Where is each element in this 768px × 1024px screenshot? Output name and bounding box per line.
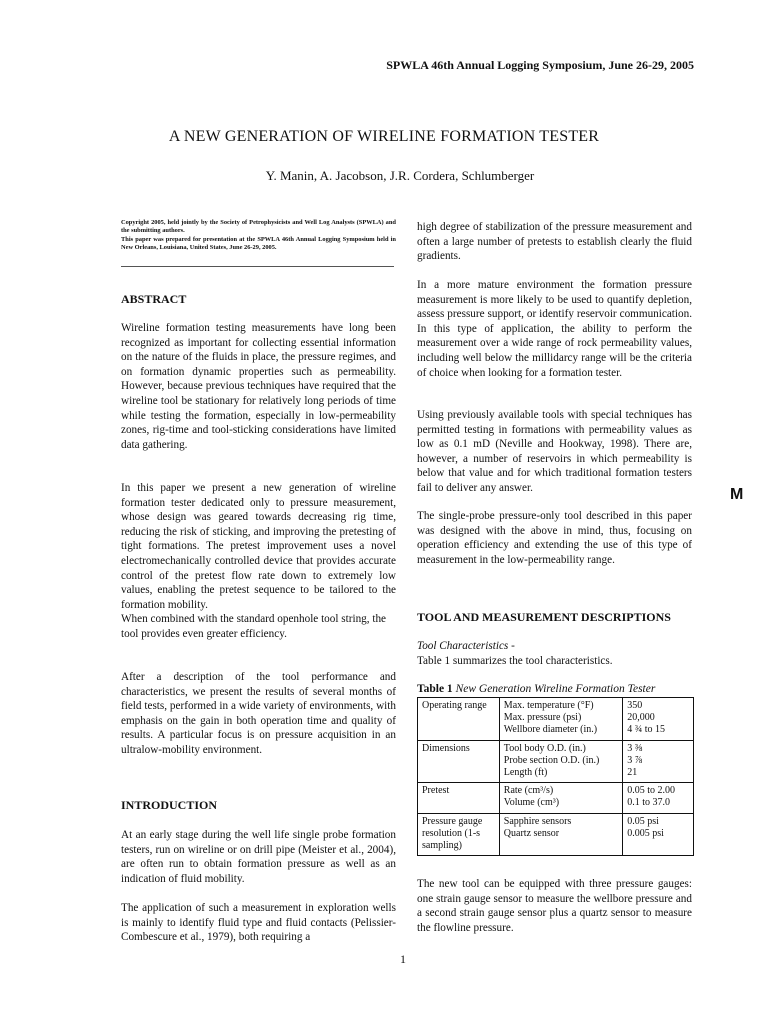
table-cell-params: Sapphire sensors Quartz sensor xyxy=(499,813,622,856)
copyright-divider xyxy=(121,266,394,267)
table-label: Table 1 xyxy=(417,683,453,695)
introduction-heading-block xyxy=(121,798,396,813)
paragraph: In a more mature environment the formation pressure measurement is more likely to be used to quantify depletion, assess pressure support, or identify reservoir communication. In this type of application, the ability to perform the measurement over a wide range of rock permeability values, including well below the millidarcy range will be the criteria of choice when looking for a formation tester. xyxy=(417,279,692,379)
table-cell-cat: Operating range xyxy=(418,698,500,741)
table-cell-params: Max. temperature (°F) Max. pressure (psi) Wellbore diameter (in.) xyxy=(499,698,622,741)
abstract-p2 xyxy=(121,481,396,642)
paragraph: In this paper we present a new generation of wireline formation tester dedicated only to pressure measurement, whose design was geared towards decreasing rig time, reducing the risk of sticking, and improving the pretesting of tight formations. The pretest improvement uses a novel electromechanically controlled device that provides accurate control of the pretest flow rate down to extremely low values, enabling the pretest sequence to be tailored to the formation mobility. xyxy=(121,482,396,611)
table-cell-cat: Pressure gauge resolution (1-s sampling) xyxy=(418,813,500,856)
copyright-line: Copyright 2005, held jointly by the Society of Petrophysicists and Well Log Analysts (SPWLA) and the submitting authors. xyxy=(121,219,396,235)
right-p1 xyxy=(417,220,692,264)
page-number: 1 xyxy=(400,952,406,966)
table-cell-values: 350 20,000 4 ¾ to 15 xyxy=(623,698,694,741)
table-cell-values: 0.05 to 2.00 0.1 to 37.0 xyxy=(623,783,694,813)
tool-characteristics-table xyxy=(417,697,694,856)
abstract-heading-block xyxy=(121,292,396,307)
table-cell-cat: Dimensions xyxy=(418,740,500,783)
authors-line: Y. Manin, A. Jacobson, J.R. Cordera, Schlumberger xyxy=(265,168,535,183)
tool-characteristics xyxy=(417,639,692,668)
right-p2 xyxy=(417,278,692,380)
paper-title: A NEW GENERATION OF WIRELINE FORMATION TESTER xyxy=(168,128,600,145)
tool-heading: TOOL AND MEASUREMENT DESCRIPTIONS xyxy=(417,610,671,624)
running-header: SPWLA 46th Annual Logging Symposium, June 26-29, 2005 xyxy=(386,58,694,72)
abstract-p1 xyxy=(121,321,396,452)
tool-heading-block xyxy=(417,610,707,625)
table-row xyxy=(418,698,694,741)
table-row xyxy=(418,783,694,813)
paragraph: The single-probe pressure-only tool described in this paper was designed with the above in mind, thus, focusing on operation efficiency and extending the use of this type of measurement in the low-permeability range. xyxy=(417,510,692,566)
presentation-line: This paper was prepared for presentation at the SPWLA 46th Annual Logging Symposium held in New Orleans, Louisiana, United States, June 26-29, 2005. xyxy=(121,235,396,252)
right-p4 xyxy=(417,509,692,567)
table-cell-values: 0.05 psi 0.005 psi xyxy=(623,813,694,856)
table-row xyxy=(418,740,694,783)
paragraph: Wireline formation testing measurements have long been recognized as important for collecting essential information on the nature of the fluids in place, the pressure regimes, and on formation dynamic properties such as permeability. However, because previous techniques have required that the wireline tool be stationary for relatively long periods of time while testing the formation, especially in low-permeability zones, rig-time and tool-sticking considerations have limited data gathering. xyxy=(121,322,396,451)
table-cell-cat: Pretest xyxy=(418,783,500,813)
table-caption xyxy=(417,683,717,695)
table-cell-params: Tool body O.D. (in.) Probe section O.D. (in.) Length (ft) xyxy=(499,740,622,783)
paragraph: After a description of the tool performance and characteristics, we present the results of several months of field tests, performed in a wide variety of environments, with emphasis on the gain in both operation time and quality of results. A particular focus is on pressure acquisition in an ultralow-mobility environment. xyxy=(121,671,396,756)
right-p3 xyxy=(417,408,692,496)
tool-subheading: Tool Characteristics - xyxy=(417,640,515,652)
after-table-paragraph xyxy=(417,877,692,935)
copyright-notice xyxy=(121,219,396,253)
paragraph: Using previously available tools with special techniques has permitted testing in formations with permeability values as low as 0.1 mD (Neville and Hookway, 1998). There are, however, a number of reservoirs in which permeability is below that value and for which traditional formation testers fail to deliver any answer. xyxy=(417,409,692,494)
table-row xyxy=(418,813,694,856)
paragraph: When combined with the standard openhole tool string, the tool provides even greater efficiency. xyxy=(121,613,387,640)
side-mark: M xyxy=(730,486,744,503)
introduction-heading: INTRODUCTION xyxy=(121,798,218,812)
table-cell-values: 3 ⅜ 3 ⅞ 21 xyxy=(623,740,694,783)
table-title: New Generation Wireline Formation Tester xyxy=(455,683,656,695)
table-cell-params: Rate (cm³/s) Volume (cm³) xyxy=(499,783,622,813)
abstract-p3 xyxy=(121,670,396,758)
paragraph: high degree of stabilization of the pressure measurement and often a large number of pretests to establish clearly the fluid gradients. xyxy=(417,221,692,263)
introduction-p2 xyxy=(121,901,396,945)
paragraph: The application of such a measurement in exploration wells is mainly to identify fluid type and fluid contacts (Pelissier-Combescure et al., 1979), both requiring a xyxy=(121,902,396,944)
tool-intro: Table 1 summarizes the tool characteristics. xyxy=(417,654,613,667)
paragraph: The new tool can be equipped with three pressure gauges: one strain gauge sensor to measure the wellbore pressure and a second strain gauge sensor plus a quartz sensor to measure the flowline pressure. xyxy=(417,878,692,934)
introduction-p1 xyxy=(121,828,396,886)
paragraph: At an early stage during the well life single probe formation testers, run on wireline or on drill pipe (Meister et al., 2004), are often run to obtain formation pressure as well as an indication of fluid mobility. xyxy=(121,829,396,885)
abstract-heading: ABSTRACT xyxy=(121,292,187,306)
